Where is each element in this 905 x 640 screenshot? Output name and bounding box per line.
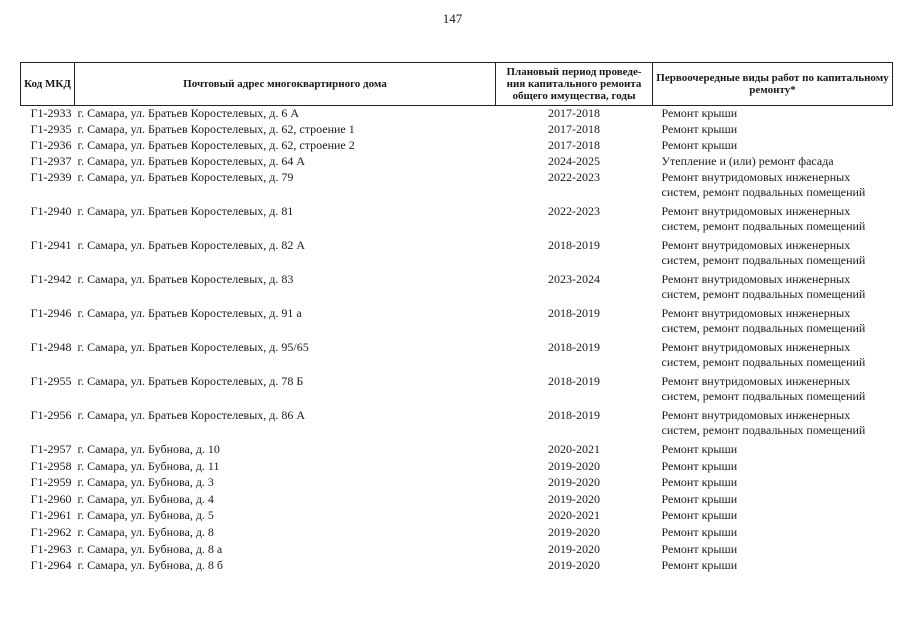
row-address: г. Самара, ул. Бубнова, д. 11 (77, 458, 220, 473)
row-works: Утепление и (или) ремонт фасада (661, 154, 834, 168)
row-period: 2019-2020 (548, 524, 600, 539)
table-row (21, 106, 893, 123)
table-row (21, 492, 893, 509)
row-period: 2018-2019 (548, 238, 600, 252)
row-code: Г1-2959 (30, 475, 72, 490)
row-code: Г1-2963 (30, 541, 72, 556)
row-code: Г1-2935 (30, 122, 72, 136)
table-row (21, 542, 893, 559)
row-period: 2019-2020 (548, 475, 600, 490)
row-works: Ремонт крыши (661, 524, 738, 539)
row-period: 2018-2019 (548, 374, 600, 388)
row-code: Г1-2962 (30, 524, 72, 539)
row-works: Ремонт крыши (661, 475, 738, 490)
row-works: Ремонт крыши (661, 558, 738, 573)
row-works: Ремонт внутридомовых инженерных систем, ремонт подвальных помещений (661, 238, 866, 267)
row-period: 2023-2024 (548, 272, 600, 286)
row-works: Ремонт внутридомовых инженерных систем, ремонт подвальных помещений (661, 170, 866, 199)
row-works: Ремонт крыши (661, 442, 738, 456)
row-code: Г1-2937 (30, 154, 72, 168)
row-works: Ремонт внутридомовых инженерных систем, ремонт подвальных помещений (661, 272, 866, 301)
page-number: 147 (442, 11, 463, 26)
table-row (21, 508, 893, 525)
row-works: Ремонт внутридомовых инженерных систем, ремонт подвальных помещений (661, 340, 866, 369)
row-works: Ремонт внутридомовых инженерных систем, ремонт подвальных помещений (661, 204, 866, 233)
row-code: Г1-2961 (30, 508, 72, 523)
row-works: Ремонт крыши (661, 106, 738, 120)
row-code: Г1-2946 (30, 306, 72, 320)
row-address: г. Самара, ул. Братьев Коростелевых, д. 91 а (77, 306, 302, 320)
row-period: 2019-2020 (548, 558, 600, 573)
table-row (21, 442, 893, 459)
row-period: 2018-2019 (548, 340, 600, 354)
row-address: г. Самара, ул. Братьев Коростелевых, д. 6 А (77, 106, 300, 120)
row-code: Г1-2955 (30, 374, 72, 388)
row-code: Г1-2942 (30, 272, 72, 286)
row-works: Ремонт крыши (661, 491, 738, 506)
row-works: Ремонт крыши (661, 138, 738, 152)
row-code: Г1-2960 (30, 491, 72, 506)
row-period: 2020-2021 (548, 442, 600, 456)
row-period: 2019-2020 (548, 458, 600, 473)
row-address: г. Самара, ул. Братьев Коростелевых, д. 86 А (77, 408, 306, 422)
row-period: 2020-2021 (548, 508, 600, 523)
row-code: Г1-2941 (30, 238, 72, 252)
header-code: Код МКД (21, 63, 75, 106)
table-row (21, 459, 893, 476)
row-address: г. Самара, ул. Братьев Коростелевых, д. 83 (77, 272, 294, 286)
table-body (21, 106, 893, 575)
row-works: Ремонт внутридомовых инженерных систем, ремонт подвальных помещений (661, 408, 866, 437)
row-address: г. Самара, ул. Братьев Коростелевых, д. 62, строение 2 (77, 138, 355, 152)
header-works: Первоочередные виды работ по капитальному ремонту* (653, 63, 893, 106)
row-address: г. Самара, ул. Бубнова, д. 8 а (77, 541, 223, 556)
row-code: Г1-2936 (30, 138, 72, 152)
row-code: Г1-2958 (30, 458, 72, 473)
table-row (21, 475, 893, 492)
row-period: 2022-2023 (548, 204, 600, 218)
row-address: г. Самара, ул. Бубнова, д. 10 (77, 442, 220, 456)
header-address: Почтовый адрес многоквартирного дома (75, 63, 496, 106)
row-address: г. Самара, ул. Бубнова, д. 8 (77, 524, 214, 539)
row-address: г. Самара, ул. Бубнова, д. 3 (77, 475, 214, 490)
row-address: г. Самара, ул. Братьев Коростелевых, д. 79 (77, 170, 294, 184)
row-address: г. Самара, ул. Бубнова, д. 5 (77, 508, 214, 523)
row-works: Ремонт внутридомовых инженерных систем, ремонт подвальных помещений (661, 306, 866, 335)
row-code: Г1-2948 (30, 340, 72, 354)
table-row (21, 170, 893, 204)
row-period: 2018-2019 (548, 408, 600, 422)
row-period: 2017-2018 (548, 122, 600, 136)
row-works: Ремонт крыши (661, 541, 738, 556)
row-period: 2024-2025 (548, 154, 600, 168)
header-period: Плановый период проведе-ния капитального ремонта общего имущества, годы (496, 63, 653, 106)
row-address: г. Самара, ул. Братьев Коростелевых, д. 95/65 (77, 340, 309, 354)
row-code: Г1-2957 (30, 442, 72, 456)
table-row (21, 525, 893, 542)
row-code: Г1-2940 (30, 204, 72, 218)
row-address: г. Самара, ул. Братьев Коростелевых, д. 82 А (77, 238, 306, 252)
table-row (21, 204, 893, 238)
row-code: Г1-2964 (30, 558, 72, 573)
row-works: Ремонт крыши (661, 508, 738, 523)
row-period: 2019-2020 (548, 491, 600, 506)
row-address: г. Самара, ул. Братьев Коростелевых, д. 64 А (77, 154, 306, 168)
table-row (21, 408, 893, 442)
repair-schedule-table (20, 62, 893, 575)
table-row (21, 122, 893, 138)
table-row (21, 340, 893, 374)
row-works: Ремонт крыши (661, 122, 738, 136)
row-period: 2018-2019 (548, 306, 600, 320)
table-row (21, 374, 893, 408)
row-address: г. Самара, ул. Братьев Коростелевых, д. 62, строение 1 (77, 122, 355, 136)
table-row (21, 272, 893, 306)
row-period: 2022-2023 (548, 170, 600, 184)
row-period: 2019-2020 (548, 541, 600, 556)
table-header (21, 63, 893, 106)
row-period: 2017-2018 (548, 138, 600, 152)
row-address: г. Самара, ул. Братьев Коростелевых, д. 81 (77, 204, 294, 218)
row-period: 2017-2018 (548, 106, 600, 120)
table-row (21, 306, 893, 340)
row-code: Г1-2956 (30, 408, 72, 422)
table-row (21, 238, 893, 272)
row-works: Ремонт внутридомовых инженерных систем, ремонт подвальных помещений (661, 374, 866, 403)
row-address: г. Самара, ул. Братьев Коростелевых, д. 78 Б (77, 374, 304, 388)
row-address: г. Самара, ул. Бубнова, д. 4 (77, 491, 214, 506)
table-row (21, 558, 893, 575)
row-address: г. Самара, ул. Бубнова, д. 8 б (77, 558, 224, 573)
row-code: Г1-2933 (30, 106, 72, 120)
row-works: Ремонт крыши (661, 458, 738, 473)
table-row (21, 138, 893, 154)
table-row (21, 154, 893, 170)
row-code: Г1-2939 (30, 170, 72, 184)
